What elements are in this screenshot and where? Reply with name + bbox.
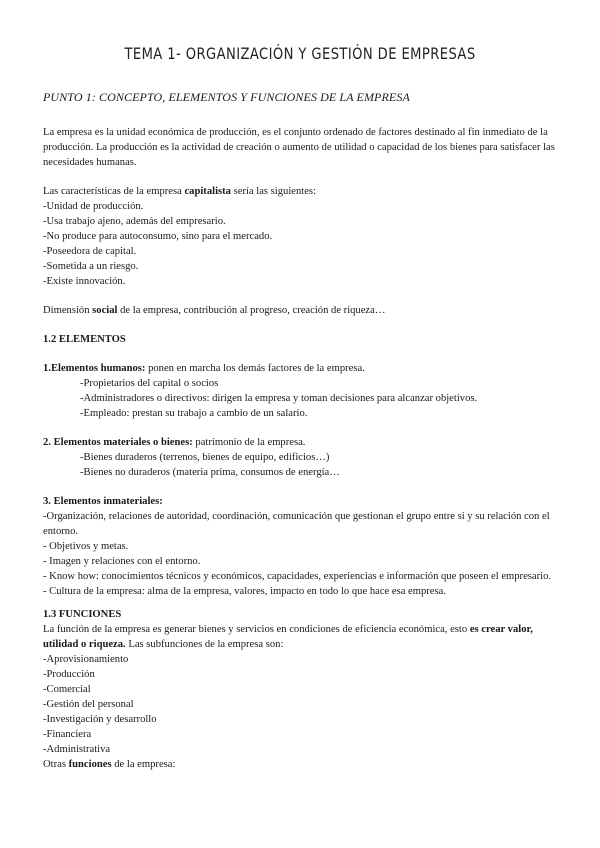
humanos-heading: 1.Elementos humanos: ponen en marcha los demás factores de la empresa. (43, 363, 365, 374)
list-item: -Usa trabajo ajeno, además del empresario. (43, 216, 226, 227)
list-item: -Empleado: prestan su trabajo a cambio de un salario. (80, 408, 308, 419)
materiales-heading: 2. Elementos materiales o bienes: patrimonio de la empresa. (43, 437, 306, 448)
list-item: -Gestión del personal (43, 699, 134, 710)
document-body (43, 90, 563, 772)
characteristics-intro: Las características de la empresa capitalista sería las siguientes: (43, 186, 316, 197)
list-item: - Imagen y relaciones con el entorno. (43, 556, 201, 567)
list-item: - Cultura de la empresa: alma de la empresa, valores, impacto en todo lo que hace esa empresa. (43, 586, 446, 597)
list-item: - Objetivos y metas. (43, 541, 129, 552)
funciones-intro: La función de la empresa es generar bienes y servicios en condiciones de eficiencia económica, esto es crear valor, utilidad o riqueza. Las subfunciones de la empresa son: (43, 624, 533, 650)
list-item: -Poseedora de capital. (43, 246, 137, 257)
list-item: -Producción (43, 669, 95, 680)
social-dimension: Dimensión social de la empresa, contribución al progreso, creación de riqueza… (43, 305, 386, 316)
heading-funciones: 1.3 FUNCIONES (43, 609, 122, 620)
list-item: -Existe innovación. (43, 276, 126, 287)
list-item: -Aprovisionamiento (43, 654, 129, 665)
list-item: -Administrativa (43, 744, 111, 755)
page-title: TEMA 1- ORGANIZACIÓN Y GESTIÓN DE EMPRESAS (124, 44, 476, 63)
list-item: -Comercial (43, 684, 91, 695)
list-item: -Propietarios del capital o socios (80, 378, 219, 389)
list-item: -Bienes duraderos (terrenos, bienes de equipo, edificios…) (80, 452, 330, 463)
list-item: -Organización, relaciones de autoridad, coordinación, comunicación que gestionan el grupo entre si y su relación con el entorno. (43, 511, 550, 537)
list-item: -No produce para autoconsumo, sino para el mercado. (43, 231, 273, 242)
inmateriales-heading: 3. Elementos inmateriales: (43, 496, 163, 507)
list-item: -Bienes no duraderos (materia prima, consumos de energía… (80, 467, 340, 478)
list-item: -Financiera (43, 729, 92, 740)
list-item: -Unidad de producción. (43, 201, 144, 212)
section-subtitle: PUNTO 1: CONCEPTO, ELEMENTOS Y FUNCIONES DE LA EMPRESA (43, 90, 410, 104)
heading-elementos: 1.2 ELEMENTOS (43, 334, 126, 345)
list-item: -Sometida a un riesgo. (43, 261, 139, 272)
list-item: -Investigación y desarrollo (43, 714, 157, 725)
list-item: -Administradores o directivos: dirigen la empresa y toman decisiones para alcanzar objetivos. (80, 393, 478, 404)
otras-funciones: Otras funciones de la empresa: (43, 759, 176, 770)
intro-paragraph: La empresa es la unidad económica de producción, es el conjunto ordenado de factores destinado al fin inmediato de la producción. La producción es la actividad de creación o aumento de utilidad o capacidad de los bienes para satisfacer las necesidades humanas. (43, 127, 555, 168)
list-item: - Know how: conocimientos técnicos y económicos, capacidades, experiencias e información que poseen el empresario. (43, 571, 552, 582)
